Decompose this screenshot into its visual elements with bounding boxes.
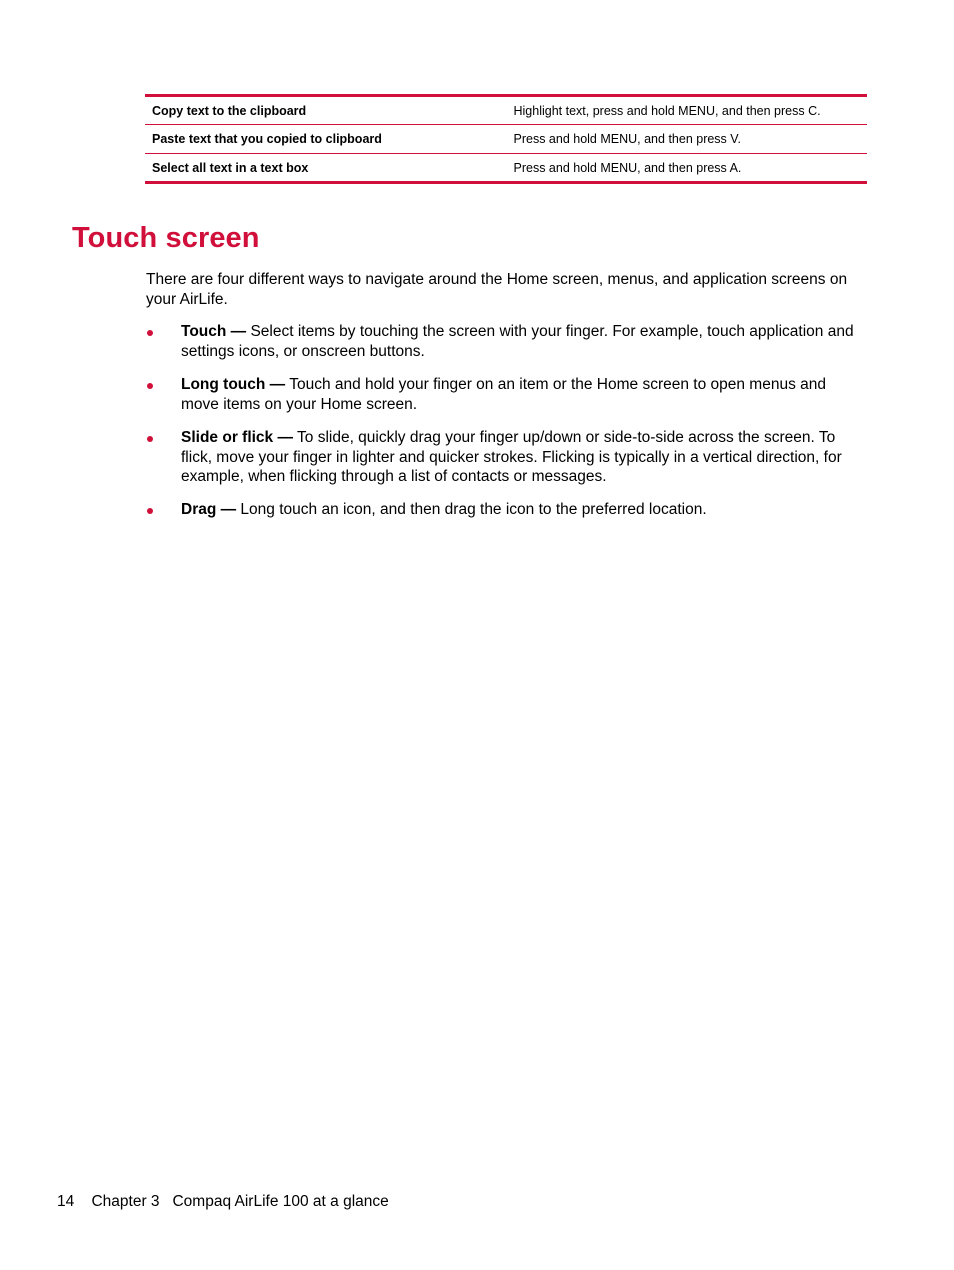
gesture-description: To slide, quickly drag your finger up/down or side-to-side across the screen. To flick, move your finger in lighter and quicker strokes. Flicking is typically in a vertical direction, for example, when flicking through a list of contacts or messages. (181, 428, 842, 486)
gesture-description: Long touch an icon, and then drag the icon to the preferred location. (236, 501, 707, 519)
table-row (145, 96, 867, 125)
list-item (146, 500, 868, 520)
shortcut-action: Copy text to the clipboard (145, 96, 506, 125)
chapter-title: Compaq AirLife 100 at a glance (172, 1193, 389, 1210)
bullet-icon (147, 383, 153, 389)
section-title: Touch screen (72, 222, 260, 254)
table-row (145, 125, 867, 154)
list-item (146, 428, 868, 487)
list-item (146, 375, 868, 414)
shortcut-keys: Highlight text, press and hold MENU, and then press C. (506, 96, 867, 125)
gesture-term: Drag — (181, 501, 237, 519)
gesture-term: Touch — (181, 323, 247, 340)
gesture-description: Select items by touching the screen with your finger. For example, touch application and settings icons, or onscreen buttons. (181, 323, 854, 360)
gesture-term: Slide or flick — (181, 428, 293, 446)
page-number: 14 (57, 1193, 75, 1210)
bullet-icon (147, 508, 153, 514)
gesture-list (146, 322, 868, 534)
shortcut-table (145, 94, 867, 184)
page-footer (57, 1193, 389, 1211)
shortcut-keys: Press and hold MENU, and then press V. (506, 125, 867, 154)
shortcut-action: Paste text that you copied to clipboard (145, 125, 506, 154)
gesture-term: Long touch — (181, 375, 286, 393)
bullet-icon (147, 330, 153, 336)
shortcut-keys: Press and hold MENU, and then press A. (513, 160, 742, 175)
gesture-description: Touch and hold your finger on an item or the Home screen to open menus and move items on your Home screen. (181, 375, 826, 413)
list-item (146, 322, 868, 361)
shortcut-action: Select all text in a text box (145, 154, 506, 183)
chapter-label: Chapter 3 (91, 1193, 160, 1210)
table-row (145, 154, 867, 183)
intro-paragraph: There are four different ways to navigate around the Home screen, menus, and application screens on your AirLife. (146, 271, 848, 308)
bullet-icon (147, 436, 153, 442)
